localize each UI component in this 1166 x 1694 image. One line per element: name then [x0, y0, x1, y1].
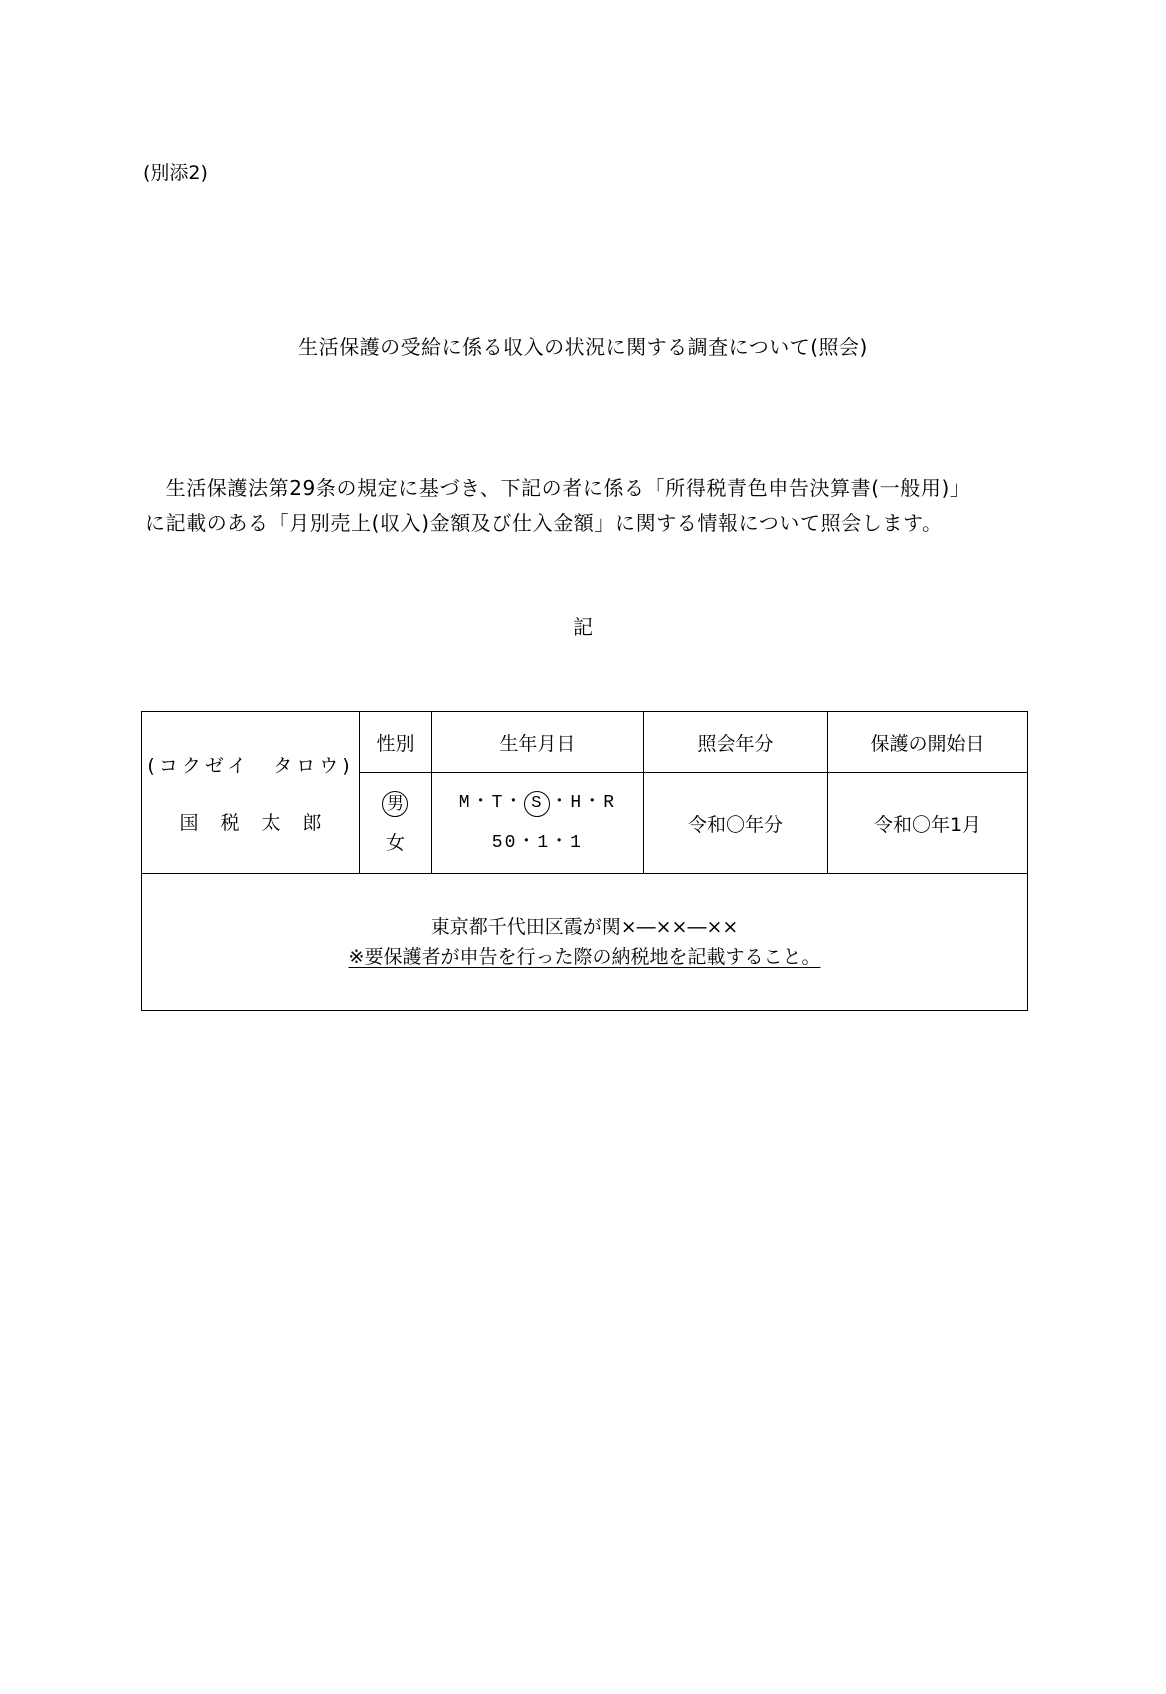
era-m: M	[458, 793, 472, 813]
header-birthdate: 生年月日	[431, 712, 643, 773]
header-inquiry-year: 照会年分	[643, 712, 827, 773]
inquiry-table	[141, 711, 1028, 1011]
address-value: 東京都千代田区霞が関×―××―××	[430, 916, 739, 938]
protection-start-value: 令和〇年1月	[827, 773, 1027, 874]
header-sex: 性別	[360, 712, 432, 773]
header-protection-start: 保護の開始日	[827, 712, 1027, 773]
era-h: H	[570, 793, 584, 813]
era-t: T	[491, 793, 505, 813]
body-paragraph-line-1: 生活保護法第29条の規定に基づき、下記の者に係る「所得税青色申告決算書(一般用)」	[145, 476, 971, 500]
name-kana: (コクゼイ タロウ)	[147, 754, 354, 777]
sex-male-circled: 男	[382, 791, 408, 817]
name-kanji: 国税太郎	[179, 811, 344, 834]
era-s-circled: S	[524, 791, 550, 817]
era-options: M・T・ S ・H・R	[432, 783, 643, 823]
address-cell	[142, 874, 1028, 1011]
inquiry-year-value: 令和〇年分	[643, 773, 827, 874]
body-paragraph-line-2: に記載のある「月別売上(収入)金額及び仕入金額」に関する情報について照会します。	[145, 511, 943, 535]
address-note: ※要保護者が申告を行った際の納税地を記載すること。	[348, 946, 821, 968]
era-r: R	[603, 793, 617, 813]
birthdate-value: 50・1・1	[491, 833, 583, 853]
ki-heading: 記	[573, 615, 593, 639]
attachment-label: (別添2)	[143, 162, 208, 184]
birthdate-cell	[431, 773, 643, 874]
sex-female: 女	[385, 832, 405, 854]
name-cell	[142, 712, 360, 874]
document-title: 生活保護の受給に係る収入の状況に関する調査について(照会)	[298, 335, 868, 359]
sex-cell	[360, 773, 432, 874]
